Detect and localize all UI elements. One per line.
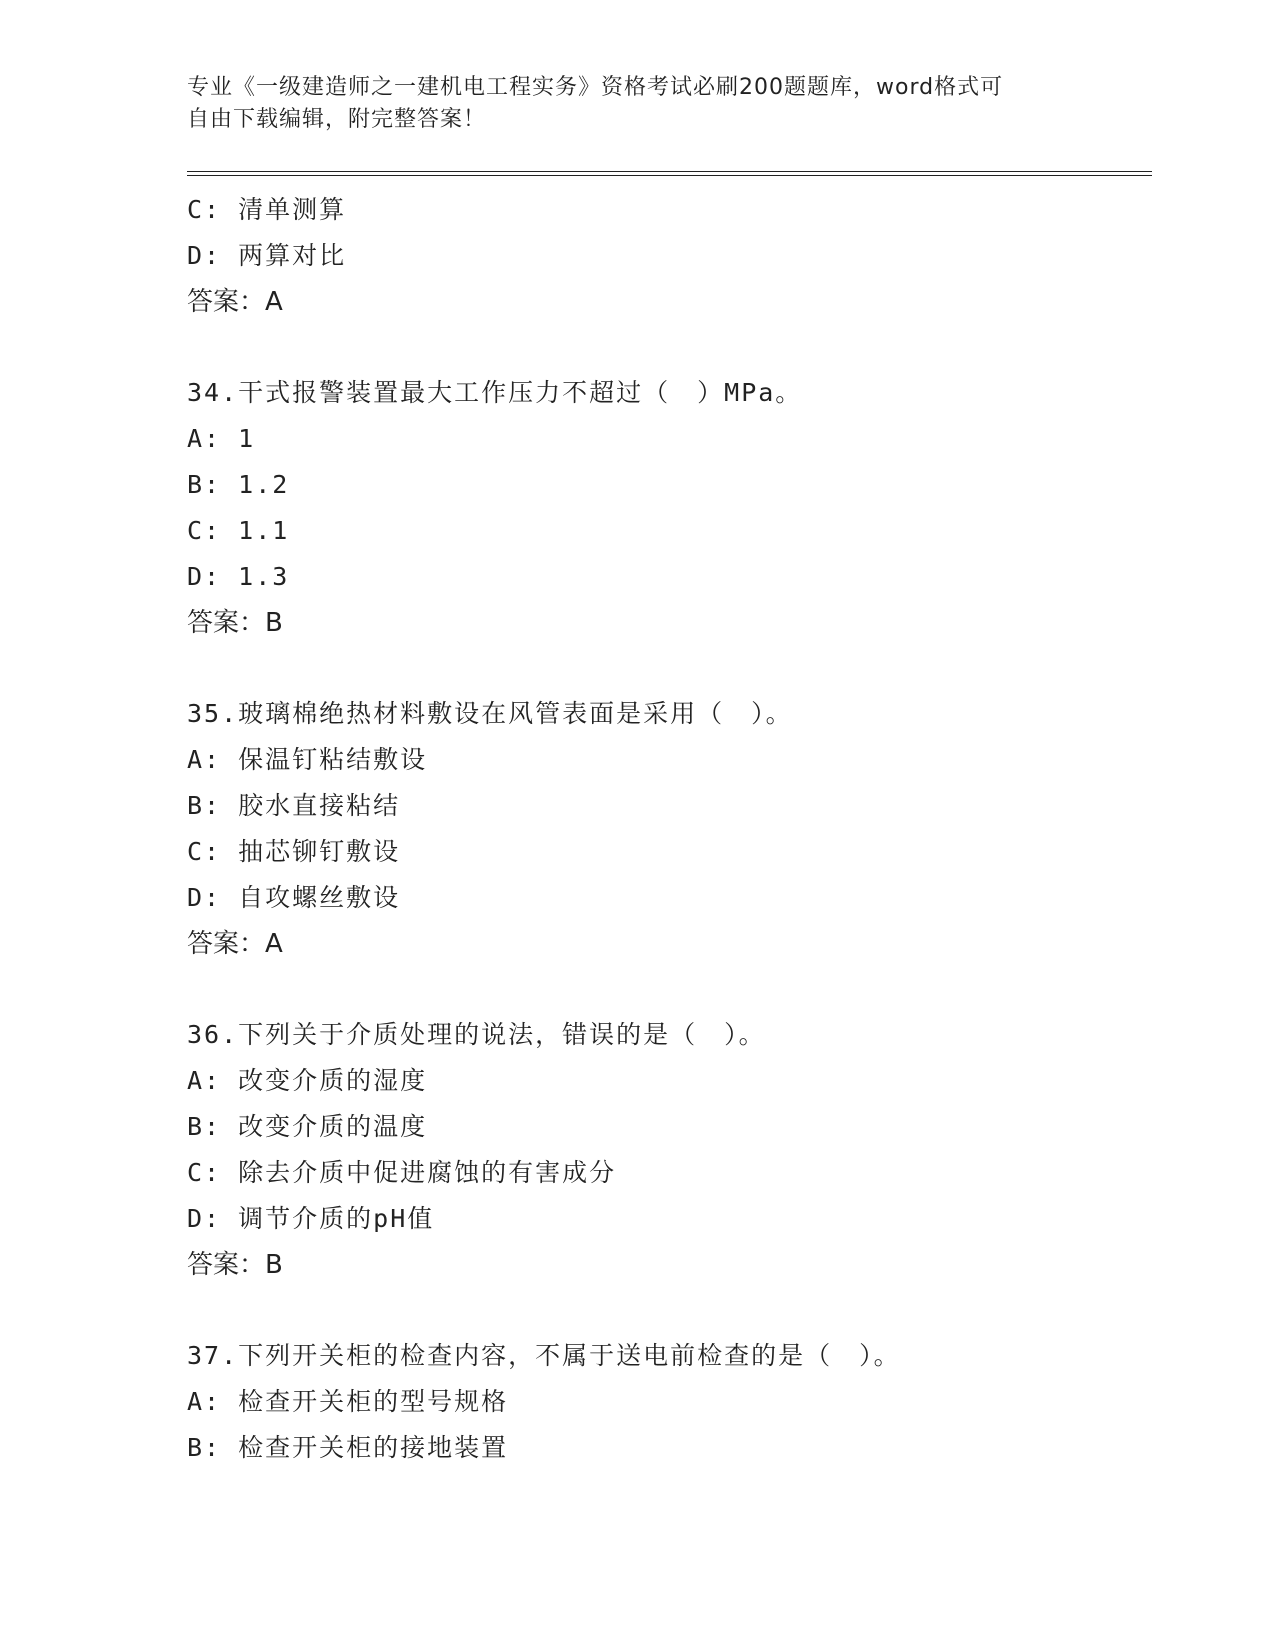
spacer bbox=[187, 1288, 1152, 1333]
answer-line: 答案：B bbox=[187, 1250, 283, 1280]
spacer bbox=[187, 967, 1152, 1012]
answer-line: 答案：B bbox=[187, 608, 283, 638]
option-a: A: 保温钉粘结敷设 bbox=[187, 745, 428, 774]
question-block-36 bbox=[187, 1012, 1152, 1288]
option-b: B: 检查开关柜的接地装置 bbox=[187, 1433, 509, 1462]
answer-line: 答案：A bbox=[187, 929, 283, 959]
option-c: C: 清单测算 bbox=[187, 195, 347, 224]
question-block-prev bbox=[187, 187, 1152, 325]
option-d: D: 1.3 bbox=[187, 562, 290, 591]
question-block-35 bbox=[187, 691, 1152, 967]
question-stem: 34.干式报警装置最大工作压力不超过（ ）MPa。 bbox=[187, 378, 803, 407]
option-d: D: 自攻螺丝敷设 bbox=[187, 883, 401, 912]
option-c: C: 除去介质中促进腐蚀的有害成分 bbox=[187, 1158, 617, 1187]
option-c: C: 抽芯铆钉敷设 bbox=[187, 837, 401, 866]
option-b: B: 胶水直接粘结 bbox=[187, 791, 401, 820]
document-header bbox=[187, 72, 1087, 136]
question-content bbox=[187, 187, 1152, 1471]
header-rule-top bbox=[187, 171, 1152, 172]
spacer bbox=[187, 646, 1152, 691]
option-b: B: 1.2 bbox=[187, 470, 290, 499]
question-block-34 bbox=[187, 370, 1152, 646]
option-a: A: 检查开关柜的型号规格 bbox=[187, 1387, 509, 1416]
option-b: B: 改变介质的温度 bbox=[187, 1112, 428, 1141]
option-a: A: 1 bbox=[187, 424, 256, 453]
option-d: D: 调节介质的pH值 bbox=[187, 1204, 435, 1233]
answer-line: 答案：A bbox=[187, 287, 283, 317]
question-stem: 36.下列关于介质处理的说法，错误的是（ ）。 bbox=[187, 1020, 766, 1049]
header-line-1: 专业《一级建造师之一建机电工程实务》资格考试必刷200题题库，word格式可 bbox=[187, 75, 1004, 100]
spacer bbox=[187, 325, 1152, 370]
option-a: A: 改变介质的湿度 bbox=[187, 1066, 428, 1095]
option-d: D: 两算对比 bbox=[187, 241, 347, 270]
question-stem: 35.玻璃棉绝热材料敷设在风管表面是采用（ ）。 bbox=[187, 699, 793, 728]
header-line-2: 自由下载编辑，附完整答案！ bbox=[187, 107, 487, 132]
question-stem: 37.下列开关柜的检查内容，不属于送电前检查的是（ ）。 bbox=[187, 1341, 901, 1370]
question-block-37 bbox=[187, 1333, 1152, 1471]
option-c: C: 1.1 bbox=[187, 516, 290, 545]
header-rule-bottom bbox=[187, 175, 1152, 176]
